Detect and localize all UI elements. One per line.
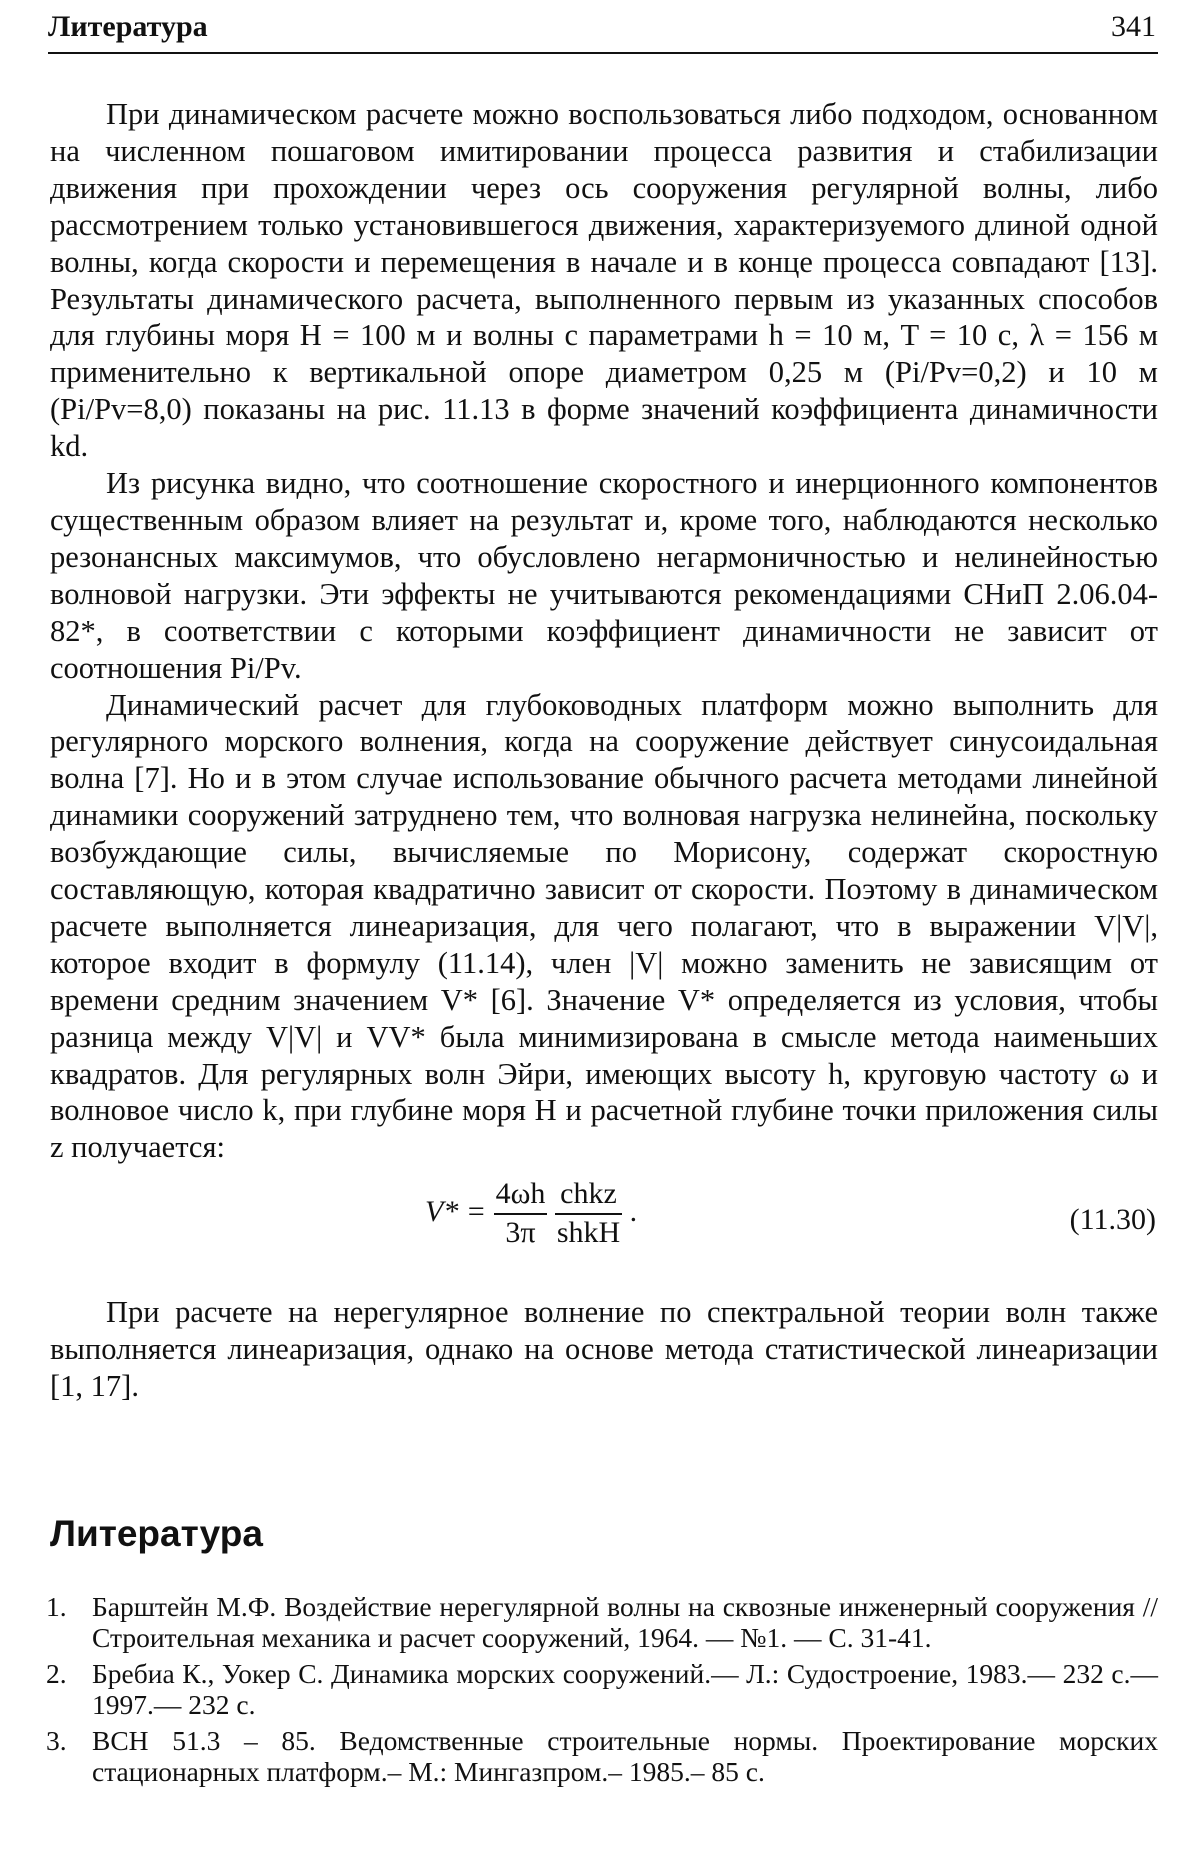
formula-expression bbox=[425, 1176, 637, 1252]
fraction-denominator: 3π bbox=[505, 1216, 536, 1250]
reference-text: Барштейн М.Ф. Воздействие нерегулярной волны на сквозные инженерный сооружения // Строительная механика и расчет сооружений, 1964. — №1. — С. 31-41. bbox=[92, 1591, 1158, 1653]
formula-fraction-1 bbox=[494, 1176, 548, 1252]
paragraph: При расчете на нерегулярное волнение по спектральной теории волн также выполняется линеаризация, однако на основе метода статистической линеаризации [1, 17]. bbox=[50, 1295, 1158, 1404]
formula-tail: . bbox=[629, 1195, 638, 1229]
reference-number: 1. bbox=[46, 1591, 67, 1622]
running-header-title: Литература bbox=[48, 10, 208, 43]
reference-item bbox=[46, 1658, 1158, 1720]
reference-number: 2. bbox=[46, 1658, 67, 1689]
page-number: 341 bbox=[1111, 10, 1156, 43]
reference-number: 3. bbox=[46, 1725, 67, 1756]
equation-number: (11.30) bbox=[1069, 1203, 1156, 1237]
paragraph: Динамический расчет для глубоководных платформ можно выполнить для регулярного морского волнения, когда на сооружение действует синусоидальная волна [7]. Но и в этом случае использование обычного расчета методами линейной динамики сооружений затруднено тем, что волновая нагрузка нелинейна, поскольку возбуждающие силы, вычисляемые по Морисону, содержат скоростную составляющую, которая квадратично зависит от скорости. Поэтому в динамическом расчете выполняется линеаризация, для чего полагают, что в выражении V|V|, которое входит в формулу (11.14), член |V| можно заменить не зависящим от времени средним значением V* [6]. Значение V* определяется из условия, чтобы разница между V|V| и VV* была минимизирована в смысле метода наименьших квадратов. Для регулярных волн Эйри, имеющих высоту h, круговую частоту ω и волновое число k, при глубине моря H и расчетной глубине точки приложения силы z получается: bbox=[50, 687, 1158, 1165]
fraction-denominator: shkH bbox=[556, 1216, 621, 1250]
paragraph: При динамическом расчете можно воспользоваться либо подходом, основанном на численном пошаговом имитировании процесса развития и стабилизации движения при прохождении через ось сооружения регулярной волны, либо рассмотрением только установившегося движения, характеризуемого длиной одной волны, когда скорости и перемещения в начале и в конце процесса совпадают [13]. Результаты динамического расчета, выполненного первым из указанных способов для глубины моря H = 100 м и волны с параметрами h = 10 м, T = 10 с, λ = 156 м применительно к вертикальной опоре диаметром 0,25 м (Pi/Pv=0,2) и 10 м (Pi/Pv=8,0) показаны на рис. 11.13 в форме значений коэффициента динамичности kd. bbox=[50, 97, 1158, 464]
formula-fraction-2 bbox=[555, 1176, 622, 1252]
section-heading: Литература bbox=[50, 1513, 263, 1554]
formula-11-30 bbox=[50, 1172, 1158, 1268]
reference-item bbox=[46, 1591, 1158, 1653]
reference-text: Бребиа К., Уокер С. Динамика морских сооружений.— Л.: Судостроение, 1983.— 232 с.— 1997.— 232 с. bbox=[92, 1658, 1158, 1720]
formula-lhs: V* = bbox=[425, 1195, 487, 1229]
reference-item bbox=[46, 1725, 1158, 1787]
fraction-numerator: chkz bbox=[555, 1176, 622, 1215]
running-header bbox=[48, 8, 1158, 54]
paragraph: Из рисунка видно, что соотношение скоростного и инерционного компонентов существенным образом влияет на результат и, кроме того, наблюдаются несколько резонансных максимумов, что обусловлено негармоничностью и нелинейностью волновой нагрузки. Эти эффекты не учитываются рекомендациями СНиП 2.06.04-82*, в соответствии с которыми коэффициент динамичности не зависит от соотношения Pi/Pv. bbox=[50, 466, 1158, 685]
main-text bbox=[50, 96, 1158, 1405]
references-list bbox=[46, 1591, 1158, 1792]
reference-text: ВСН 51.3 – 85. Ведомственные строительные нормы. Проектирование морских стационарных платформ.– М.: Мингазпром.– 1985.– 85 с. bbox=[92, 1725, 1158, 1787]
fraction-numerator: 4ωh bbox=[494, 1176, 548, 1215]
